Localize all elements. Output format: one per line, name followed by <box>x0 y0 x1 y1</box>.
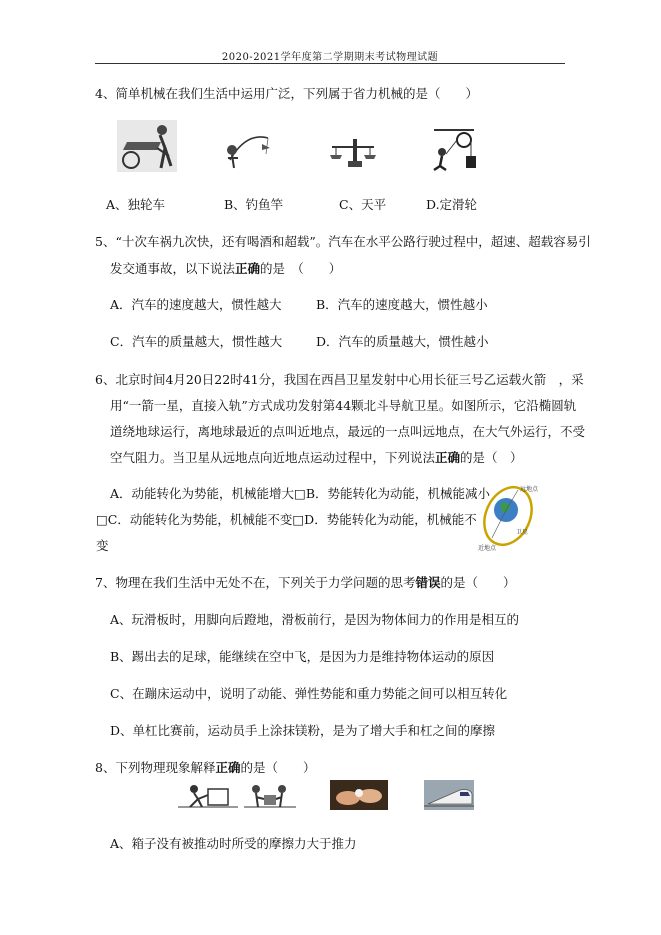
q5-option-c: C．汽车的质量越大，惯性越大 <box>110 334 283 349</box>
q6-line3: 道绕地球运行，离地球最近的点叫近地点，最远的一点叫远地点，在大气外运行，不受 <box>110 424 586 439</box>
q4-option-a: A、独轮车 <box>106 197 166 212</box>
two-people-figure <box>244 783 296 809</box>
fixed-pulley-figure <box>428 128 478 172</box>
q7-option-c: C、在蹦床运动中，说明了动能、弹性势能和重力势能之间可以相互转化 <box>110 686 508 701</box>
q8-stem: 8、下列物理现象解释正确的是（ ） <box>95 760 316 775</box>
q8-option-a: A、箱子没有被推动时所受的摩擦力大于推力 <box>110 836 357 851</box>
train-figure <box>424 780 474 810</box>
satellite-orbit-figure <box>470 476 550 556</box>
q6-line4: 空气阻力。当卫星从远地点向近地点运动过程中，下列说法正确的是（ ） <box>110 450 523 465</box>
q7-option-a: A、玩滑板时，用脚向后蹬地，滑板前行，是因为物体间力的作用是相互的 <box>110 612 520 627</box>
q4-option-c: C、天平 <box>339 197 387 212</box>
q5-option-a: A．汽车的速度越大，惯性越大 <box>110 297 282 312</box>
q7-option-b: B、踢出去的足球，能继续在空中飞，是因为力是维持物体运动的原因 <box>110 649 495 664</box>
page-header: 2020-2021学年度第二学期期末考试物理试题 <box>221 52 439 63</box>
q4-option-d: D.定滑轮 <box>426 197 478 212</box>
q5-option-d: D．汽车的质量越大，惯性越小 <box>316 334 489 349</box>
q5-stem-line1: 5、“十次车祸九次快，还有喝酒和超载”。汽车在水平公路行驶过程中，超速、超载容易引 <box>95 234 591 249</box>
q6-options-line2: □C．动能转化为势能，机械能不变□D．势能转化为动能，机械能不 <box>96 512 477 527</box>
q7-stem: 7、物理在我们生活中无处不在，下列关于力学问题的思考错误的是（ ） <box>95 575 516 590</box>
q4-option-b: B、钓鱼竿 <box>224 197 284 212</box>
q6-line2: 用“一箭一星，直接入轨”方式成功发射第44颗北斗导航卫星。如图所示，它沿椭圆轨 <box>110 398 577 413</box>
fishing-rod-figure <box>222 122 272 170</box>
q6-options-line3: 变 <box>96 538 109 553</box>
hands-figure <box>330 780 388 810</box>
q6-line1: 6、北京时间4月20日22时41分，我国在西昌卫星发射中心用长征三号乙运载火箭 ，采 <box>95 372 584 387</box>
q6-options-line1: A．动能转化为势能，机械能增大□B．势能转化为动能，机械能减小 <box>110 486 491 501</box>
perigee-label: 近地点 <box>478 545 497 552</box>
q5-option-b: B．汽车的速度越大，惯性越小 <box>316 297 488 312</box>
q7-option-d: D、单杠比赛前，运动员手上涂抹镁粉，是为了增大手和杠之间的摩擦 <box>110 723 496 738</box>
satellite-label: 卫星 <box>516 529 529 536</box>
header-rule <box>95 63 565 64</box>
wheelbarrow-figure <box>117 120 177 172</box>
q5-stem-line2: 发交通事故，以下说法正确的是 （ ） <box>110 261 342 276</box>
apogee-label: 远地点 <box>520 486 539 493</box>
q4-stem: 4、简单机械在我们生活中运用广泛，下列属于省力机械的是（ ） <box>95 86 478 101</box>
balance-scale-figure <box>328 133 378 171</box>
pushing-box-figure <box>178 783 238 809</box>
